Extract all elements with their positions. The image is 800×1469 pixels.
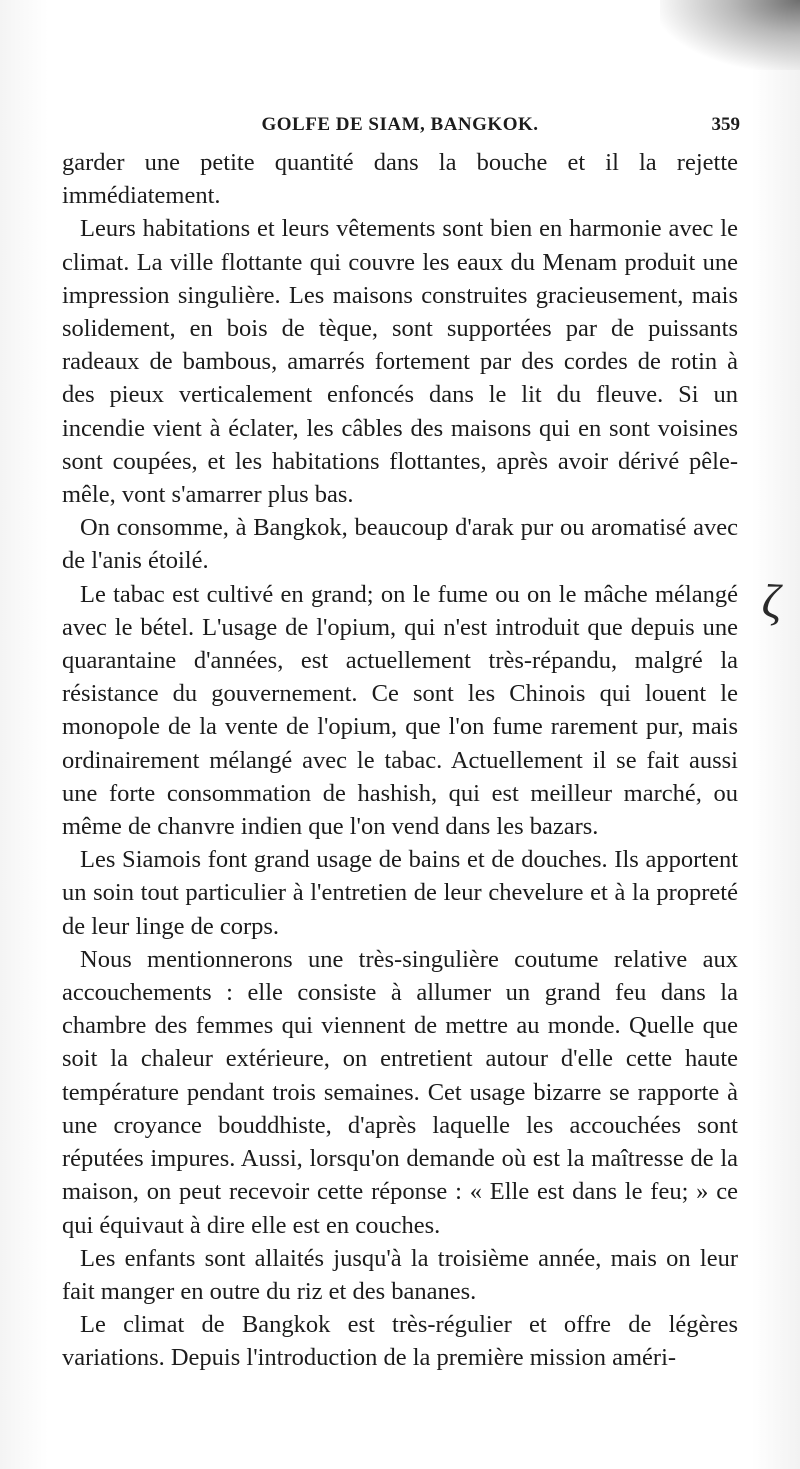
paragraph-climat: Le climat de Bangkok est très-régulier et offre de légères variations. Depuis l'introduction de la première mission améri-: [62, 1311, 738, 1372]
paragraph-continued: garder une petite quantité dans la bouche et il la rejette immédiatement.: [62, 149, 738, 210]
paragraph-arak: On consomme, à Bangkok, beaucoup d'arak pur ou aromatisé avec de l'anis étoilé.: [62, 514, 738, 575]
paragraph-enfants: Les enfants sont allaités jusqu'à la troisième année, mais on leur fait manger en outre du riz et des bananes.: [62, 1244, 738, 1305]
body-text: [62, 146, 738, 1375]
margin-annotation: ζ: [758, 573, 786, 630]
paragraph-habitations: Leurs habitations et leurs vêtements sont bien en harmonie avec le climat. La ville flottante qui couvre les eaux du Menam produit une impression singulière. Les maisons construites gracieusement, mais solidement, en bois de tèque, sont supportées par de puissants radeaux de bambous, amarrés fortement par des cordes de rotin à des pieux verticalement enfoncés dans le lit du fleuve. Si un incendie vient à éclater, les câbles des maisons qui en sont voisines sont coupées, et les habitations flottantes, après avoir dérivé pêle-mêle, vont s'amarrer plus bas.: [62, 215, 738, 509]
paragraph-accouchements: Nous mentionnerons une très-singulière coutume relative aux accouchements : elle consiste à allumer un grand feu dans la chambre des femmes qui viennent de mettre au monde. Quelle que soit la chaleur extérieure, on entretient autour d'elle cette haute température pendant trois semaines. Cet usage bizarre se rapporte à une croyance bouddhiste, d'après laquelle les accouchées sont réputées impures. Aussi, lorsqu'on demande où est la maîtresse de la maison, on peut recevoir cette réponse : « Elle est dans le feu; » ce qui équivaut à dire elle est en couches.: [62, 945, 738, 1239]
paragraph-tabac: Le tabac est cultivé en grand; on le fume ou on le mâche mélangé avec le bétel. L'usage de l'opium, qui n'est introduit que depuis une quarantaine d'années, est actuellement très-répandu, malgré la résistance du gouvernement. Ce sont les Chinois qui louent le monopole de la vente de l'opium, que l'on fume rarement pur, mais ordinairement mélangé avec le tabac. Actuellement il se fait aussi une forte consommation de hashish, qui est meilleur marché, ou même de chanvre indien que l'on vend dans les bazars.: [62, 580, 738, 841]
paragraph-bains: Les Siamois font grand usage de bains et de douches. Ils apportent un soin tout particulier à l'entretien de leur chevelure et à la propreté de leur linge de corps.: [62, 846, 738, 940]
page-number: 359: [711, 114, 740, 135]
page-header: [60, 114, 740, 140]
scan-shadow: [660, 0, 800, 70]
running-head: GOLFE DE SIAM, BANGKOK.: [261, 114, 539, 135]
